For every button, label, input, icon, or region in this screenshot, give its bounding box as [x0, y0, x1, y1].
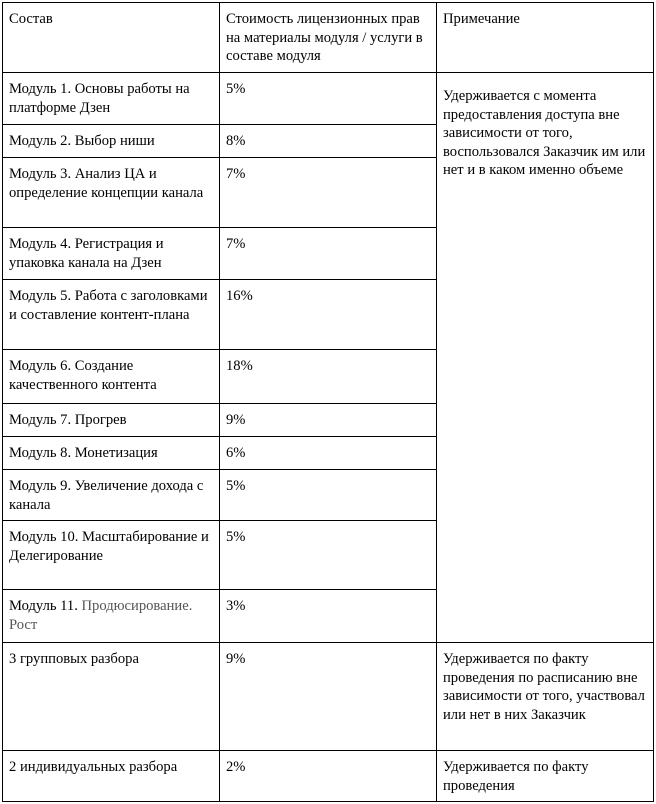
row-name-module-1: Модуль 1. Основы работы на платформе Дзен — [9, 81, 190, 116]
table-border-top — [2, 2, 654, 3]
row-name-group-reviews: 3 групповых разбора — [9, 651, 139, 667]
row-name-module-6: Модуль 6. Создание качественного контента — [9, 358, 157, 393]
row-name-module-11-prefix: Модуль 11. — [9, 598, 78, 614]
header-license-cost: Стоимость лицензионных прав на материалы модуля / услуги в составе модуля — [226, 11, 423, 65]
column-divider — [219, 2, 220, 802]
row-value-module-6: 18% — [226, 358, 253, 374]
row-value-module-1: 5% — [226, 81, 246, 97]
row-value-module-5: 16% — [226, 288, 253, 304]
row-value-group-reviews: 9% — [226, 651, 246, 667]
row-divider — [2, 72, 654, 73]
table-border-left — [2, 2, 3, 802]
modules-note: Удерживается с момента предоставления доступа вне зависимости от того, воспользовался Заказчик им или нет и в каком именно объеме — [443, 88, 646, 179]
row-name-module-10: Модуль 10. Масштабирование и Делегирование — [9, 529, 209, 564]
row-divider — [2, 642, 654, 643]
row-note-individual-reviews: Удерживается по факту проведения — [443, 759, 589, 794]
row-name-module-11-suffix: Продюсирование. Рост — [9, 598, 193, 633]
row-name-module-11 — [2, 589, 219, 634]
header-composition: Состав — [9, 11, 53, 27]
table-border-right — [653, 2, 654, 802]
row-value-module-7: 9% — [226, 412, 246, 428]
row-name-module-8: Модуль 8. Монетизация — [9, 445, 158, 461]
row-value-module-9: 5% — [226, 478, 246, 494]
row-value-module-3: 7% — [226, 166, 246, 182]
row-name-module-3: Модуль 3. Анализ ЦА и определение концепции канала — [9, 166, 204, 201]
row-value-module-4: 7% — [226, 236, 246, 252]
row-name-module-5: Модуль 5. Работа с заголовками и составление контент-плана — [9, 288, 208, 323]
pricing-table — [2, 2, 654, 802]
row-value-module-10: 5% — [226, 529, 246, 545]
row-value-module-8: 6% — [226, 445, 246, 461]
row-value-individual-reviews: 2% — [226, 759, 246, 775]
row-name-individual-reviews: 2 индивидуальных разбора — [9, 759, 178, 775]
row-value-module-2: 8% — [226, 133, 246, 149]
header-note: Примечание — [443, 11, 520, 27]
row-note-group-reviews: Удерживается по факту проведения по расписанию вне зависимости от того, участвовал или нет в них Заказчик — [443, 651, 645, 723]
row-name-module-2: Модуль 2. Выбор ниши — [9, 133, 155, 149]
row-name-module-7: Модуль 7. Прогрев — [9, 412, 127, 428]
row-name-module-9: Модуль 9. Увеличение дохода с канала — [9, 478, 204, 513]
row-divider — [2, 750, 654, 751]
row-name-module-4: Модуль 4. Регистрация и упаковка канала на Дзен — [9, 236, 164, 271]
row-value-module-11: 3% — [226, 598, 246, 614]
column-divider — [436, 2, 437, 802]
table-border-bottom — [2, 801, 654, 802]
